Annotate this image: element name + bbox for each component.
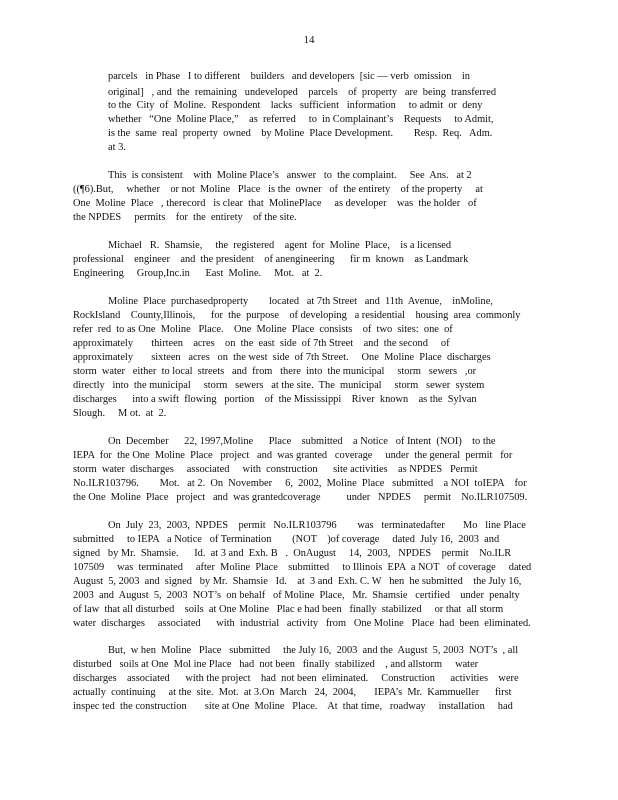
paragraph-line: water discharges associated with industrial activity from One Moline Place had been eliminated. [73, 618, 531, 629]
paragraph-line: RockIsland County,Illinois, for the purpose of developing a residential housing area commonly [73, 310, 521, 321]
paragraph-line: 2003 and August 5, 2003 NOT’s on behalf of Moline Place, Mr. Shamsie certified under penalty [73, 590, 520, 601]
paragraph-line: On July 23, 2003, NPDES permit No.ILR103796 was terminatedafter Mo line Place [108, 520, 526, 531]
paragraph-line: refer red to as One Moline Place. One Moline Place consists of two sites: one of [73, 324, 453, 335]
quote-line: original] , and the remaining undeveloped parcels of property are being transferred [108, 87, 497, 98]
paragraph-line: the NPDES permits for the entirety of the site. [73, 212, 297, 223]
paragraph-line: But, w hen Moline Place submitted the July 16, 2003 and the August 5, 2003 NOT’s , all [108, 645, 519, 656]
paragraph-line: Moline Place purchasedproperty located at 7th Street and 11th Avenue, inMoline, [108, 296, 493, 307]
paragraph-line: signed by Mr. Shamsie. Id. at 3 and Exh. B . OnAugust 14, 2003, NPDES permit No.ILR [73, 548, 512, 559]
paragraph-line: 107509 was terminated after Moline Place submitted to Illinois EPA a NOT of coverage dated [73, 562, 532, 573]
paragraph-line: Slough. M ot. at 2. [73, 408, 167, 419]
paragraph-line: On December 22, 1997,Moline Place submitted a Notice of Intent (NOI) to the [108, 436, 496, 447]
paragraph-line: submitted to IEPA a Notice of Termination (NOT )of coverage dated July 16, 2003 and [73, 534, 500, 545]
quote-line: to the City of Moline. Respondent lacks sufficient information to admit or deny [108, 100, 483, 111]
paragraph-line: ((¶6).But, whether or not Moline Place is the owner of the entirety of the property at [73, 184, 483, 195]
paragraph-line: No.ILR103796. Mot. at 2. On November 6, 2002, Moline Place submitted a NOI toIEPA for [73, 478, 527, 489]
paragraph-line: One Moline Place , therecord is clear that MolinePlace as developer was the holder of [73, 198, 477, 209]
paragraph-line: storm water either to local streets and from there into the municipal storm sewers ,or [73, 366, 477, 377]
paragraph-line: inspec ted the construction site at One Moline Place. At that time, roadway installation had [73, 701, 513, 712]
paragraph-line: approximately thirteen acres on the east side of 7th Street and the second of [73, 338, 450, 349]
paragraph-line: storm water discharges associated with construction site activities as NPDES Permit [73, 464, 478, 475]
paragraph-line: August 5, 2003 and signed by Mr. Shamsie Id. at 3 and Exh. C. W hen he submitted the July 16, [73, 576, 522, 587]
paragraph-line: the One Moline Place project and was grantedcoverage under NPDES permit No.ILR107509. [73, 492, 528, 503]
paragraph-line: discharges into a swift flowing portion of the Mississippi River known as the Sylvan [73, 394, 477, 405]
paragraph-line: Engineering Group,Inc.in East Moline. Mot. at 2. [73, 268, 323, 279]
paragraph-line: professional engineer and the president of anengineering fir m known as Landmark [73, 254, 469, 265]
paragraph-line: disturbed soils at One Mol ine Place had not been finally stabilized , and allstorm water [73, 659, 479, 670]
quote-line: at 3. [108, 142, 126, 153]
paragraph-line: approximately sixteen acres on the west side of 7th Street. One Moline Place discharges [73, 352, 491, 363]
quote-line: parcels in Phase I to different builders and developers [sic — verb omission in [108, 71, 470, 82]
paragraph-line: IEPA for the One Moline Place project and was granted coverage under the general permit for [73, 450, 513, 461]
paragraph-line: directly into the municipal storm sewers at the site. The municipal storm sewer system [73, 380, 485, 391]
paragraph-line: This is consistent with Moline Place’s answer to the complaint. See Ans. at 2 [108, 170, 472, 181]
paragraph-line: discharges associated with the project had not been eliminated. Construction activities were [73, 673, 519, 684]
quote-line: whether “One Moline Place,” as referred to in Complainant’s Requests to Admit, [108, 114, 494, 125]
paragraph-line: actually continuing at the site. Mot. at 3.On March 24, 2004, IEPA’s Mr. Kammueller first [73, 687, 512, 698]
paragraph-line: Michael R. Shamsie, the registered agent for Moline Place, is a licensed [108, 240, 452, 251]
quote-line: is the same real property owned by Moline Place Development. Resp. Req. Adm. [108, 128, 493, 139]
page-number: 14 [303, 34, 315, 46]
paragraph-line: of law that all disturbed soils at One Moline Plac e had been finally stabilized or that all storm [73, 604, 504, 615]
